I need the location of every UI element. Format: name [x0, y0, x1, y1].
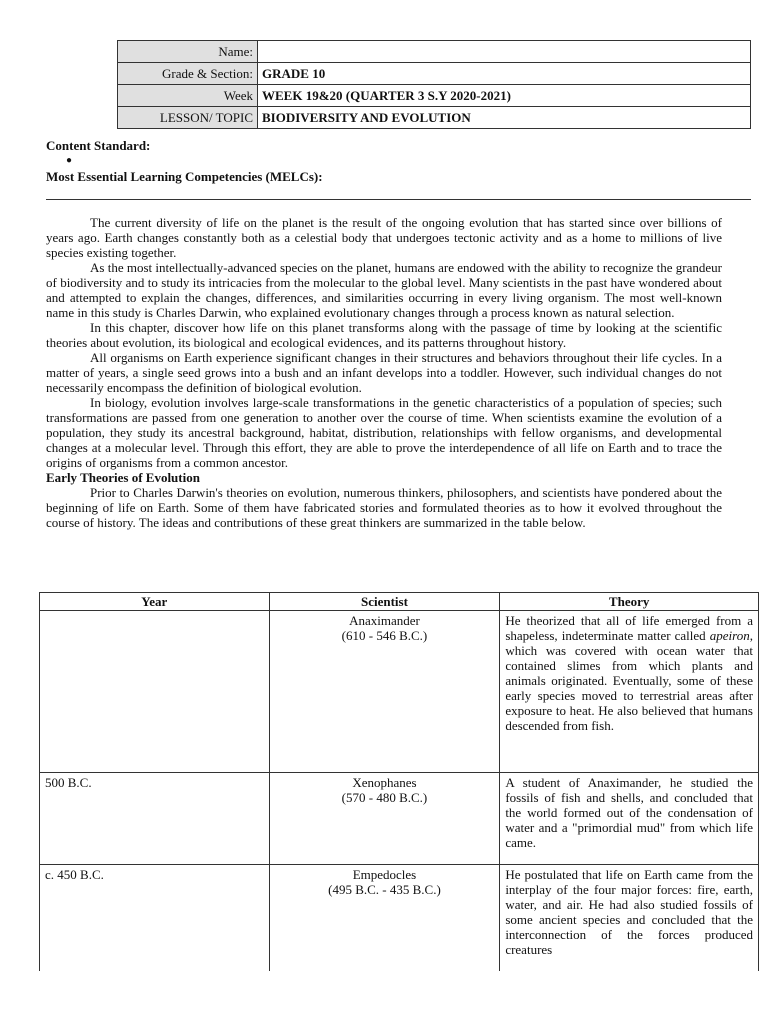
year-cell: c. 450 B.C.	[40, 865, 270, 971]
early-theories-heading: Early Theories of Evolution	[46, 470, 200, 485]
lesson-body	[46, 215, 722, 530]
content-standard-heading: Content Standard:	[46, 138, 151, 153]
theory-cell	[500, 773, 759, 865]
scientist-dates: (610 - 546 B.C.)	[341, 628, 428, 643]
table-row	[40, 773, 759, 865]
paragraph: Prior to Charles Darwin's theories on evolution, numerous thinkers, philosophers, and scientists have pondered about the beginning of life on Earth. Some of them have fabricated stories and formulated theories as to how it evolved throughout the course of history. The ideas and contributions of these great thinkers are summarized in the table below.	[46, 485, 722, 530]
paragraph: The current diversity of life on the planet is the result of the ongoing evolution that has started since over billions of years ago. Earth changes constantly both as a celestial body that undergoes tectonic activity and as a home to millions of live species existing together.	[46, 215, 722, 260]
paragraph: All organisms on Earth experience significant changes in their structures and behaviors throughout their life cycles. In a matter of years, a single seed grows into a bush and an infant develops into a toddler. However, such individual changes do not necessarily encompass the definition of biological evolution.	[46, 350, 722, 395]
scientist-cell	[269, 773, 500, 865]
grade-row	[118, 63, 751, 85]
table-row	[40, 865, 759, 971]
name-value	[258, 41, 751, 63]
theory-text: A student of Anaximander, he studied the fossils of fish and shells, and concluded that the world formed out of the condensation of water and a "primordial mud" from which life came.	[505, 775, 753, 850]
scientist-name: Anaximander	[349, 613, 420, 628]
week-row	[118, 85, 751, 107]
week-label: Week	[118, 85, 258, 107]
scientist-dates: (570 - 480 B.C.)	[341, 790, 428, 805]
name-row	[118, 41, 751, 63]
grade-value: GRADE 10	[258, 63, 751, 85]
theory-text: He postulated that life on Earth came from the interplay of the four major forces: fire, earth, water, and air. He had also studied fossils of some ancient species and concluded that the interconnection of the forces produced creatures	[505, 867, 753, 957]
scientist-name: Empedocles	[352, 867, 417, 882]
evolution-theories-table	[39, 592, 759, 971]
paragraph: In this chapter, discover how life on this planet transforms along with the passage of time by looking at the scientific theories about evolution, its biological and ecological evidences, and its patterns throughout history.	[46, 320, 722, 350]
paragraph: As the most intellectually-advanced species on the planet, humans are endowed with the ability to recognize the grandeur of biodiversity and to study its intricacies from the molecular to the global level. Many scientists in the past have wondered about and attempted to explain the changes, differences, and similarities occurring in every living organism. The most well-known name in this study is Charles Darwin, who explained evolutionary changes through a process known as natural selection.	[46, 260, 722, 320]
theory-text: He theorized that all of life emerged from a shapeless, indeterminate matter called	[505, 613, 753, 643]
theory-italic-term: apeiron	[709, 628, 750, 643]
column-header-year: Year	[40, 593, 270, 611]
table-row	[40, 611, 759, 773]
section-divider	[46, 199, 751, 200]
melcs-heading: Most Essential Learning Competencies (MELCs):	[46, 169, 323, 184]
column-header-scientist: Scientist	[269, 593, 500, 611]
grade-label: Grade & Section:	[118, 63, 258, 85]
theory-cell	[500, 611, 759, 773]
column-header-theory: Theory	[500, 593, 759, 611]
scientist-name: Xenophanes	[352, 775, 417, 790]
scientist-dates: (495 B.C. - 435 B.C.)	[328, 882, 441, 897]
year-cell	[40, 611, 270, 773]
week-value: WEEK 19&20 (QUARTER 3 S.Y 2020-2021)	[258, 85, 751, 107]
name-label: Name:	[118, 41, 258, 63]
scientist-cell	[269, 865, 500, 971]
theory-cell	[500, 865, 759, 971]
header-info-table	[117, 40, 751, 129]
table-header-row	[40, 593, 759, 611]
theory-text: , which was covered with ocean water that contained slimes from which plants and animals originated. Eventually, some of these early species moved to terrestrial areas after exposure to heat. He also believed that humans descended from fish.	[505, 628, 753, 733]
scientist-cell	[269, 611, 500, 773]
topic-value: BIODIVERSITY AND EVOLUTION	[258, 107, 751, 129]
topic-row	[118, 107, 751, 129]
bullet-icon: ●	[66, 155, 73, 166]
topic-label: LESSON/ TOPIC	[118, 107, 258, 129]
paragraph: In biology, evolution involves large-scale transformations in the genetic characteristics of a population of species; such transformations are passed from one generation to another over the course of time. When scientists examine the evolution of a population, they study its ancestral background, habitat, distribution, relationships with fellow organisms, and developmental changes at a molecular level. Through this effort, they are able to prove the interdependence of all life on Earth and to trace the origins of organisms from a common ancestor.	[46, 395, 722, 470]
year-cell: 500 B.C.	[40, 773, 270, 865]
